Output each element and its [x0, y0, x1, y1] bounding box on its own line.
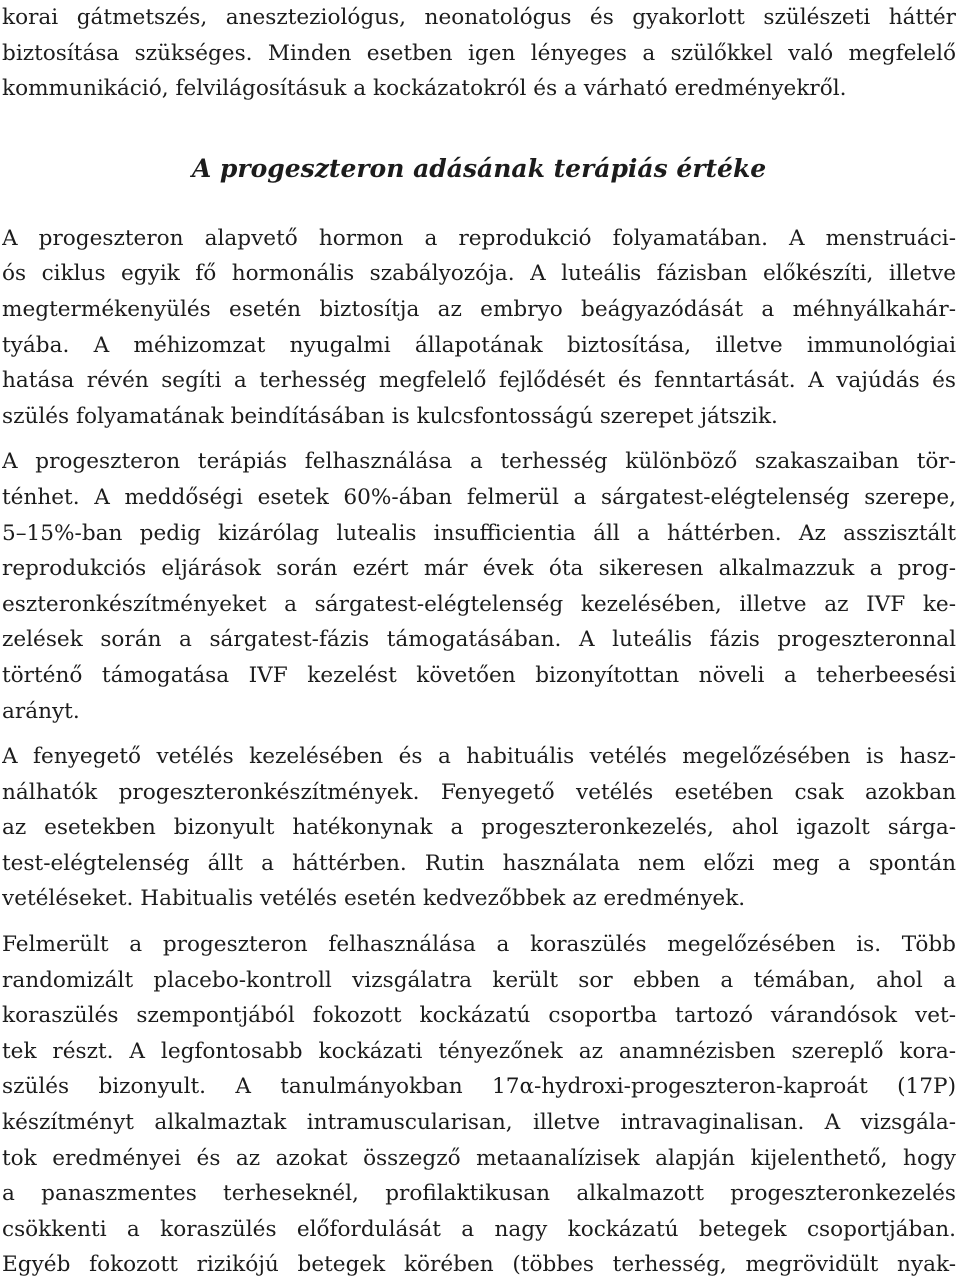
text-line: test-elégtelenség állt a háttérben. Rutin használata nem előzi meg a spontán: [2, 850, 956, 876]
text-line: tok eredményei és az azokat összegző metaanalízisek alapján kijelenthető, hogy: [2, 1145, 956, 1171]
text-line: koraszülés szempontjából fokozott kockázatú csoportba tartozó várandósok vet-: [2, 1003, 956, 1029]
text-line: hatása révén segíti a terhesség megfelelő fejlődését és fenntartását. A vajúdás és: [2, 368, 956, 394]
text-line: készítményt alkalmaztak intramuscularisan, illetve intravaginalisan. A vizsgála-: [2, 1110, 956, 1136]
text-line: reprodukciós eljárások során ezért már évek óta sikeresen alkalmazzuk a prog-: [2, 556, 956, 582]
text-line: arányt.: [2, 698, 80, 724]
text-line: Egyéb fokozott rizikójú betegek körében (többes terhesség, megrövidült nyak-: [2, 1252, 956, 1278]
text-line: 5–15%-ban pedig kizárólag lutealis insufficientia áll a háttérben. Az asszisztált: [2, 520, 956, 546]
text-line: Felmerült a progeszteron felhasználása a koraszülés megelőzésében is. Több: [2, 932, 956, 958]
section-heading: A progeszteron adásának terápiás értéke: [191, 153, 767, 183]
text-line: tyába. A méhizomzat nyugalmi állapotának biztosítása, illetve immunológiai: [2, 332, 956, 358]
text-line: A progeszteron terápiás felhasználása a terhesség különböző szakaszaiban tör-: [2, 449, 956, 475]
text-line: ós ciklus egyik fő hormonális szabályozója. A luteális fázisban előkészíti, illetve: [2, 261, 956, 287]
paragraph-therapeutic-use: [2, 444, 956, 729]
text-line: szülés folyamatának beindításában is kulcsfontosságú szerepet játszik.: [2, 403, 778, 429]
text-line: vetéléseket. Habitualis vetélés esetén kedvezőbbek az eredmények.: [2, 886, 746, 912]
text-line: történő támogatása IVF kezelést követően bizonyítottan növeli a teherbeesési: [2, 662, 956, 688]
text-line: randomizált placebo-kontroll vizsgálatra került sor ebben a témában, ahol a: [2, 967, 956, 993]
text-line: zelések során a sárgatest-fázis támogatásában. A luteális fázis progeszteronnal: [2, 627, 956, 653]
text-line: megtermékenyülés esetén biztosítja az embryo beágyazódását a méhnyálkahár-: [2, 296, 956, 322]
paragraph-hormone-role: [2, 221, 956, 435]
text-line: korai gátmetszés, aneszteziológus, neonatológus és gyakorlott szülészeti háttér: [2, 5, 956, 30]
text-line: tek részt. A legfontosabb kockázati tényezőnek az anamnézisben szereplő kora-: [2, 1038, 956, 1064]
text-line: biztosítása szükséges. Minden esetben igen lényeges a szülőkkel való megfelelő: [2, 40, 956, 66]
text-line: eszteronkészítményeket a sárgatest-elégtelenség kezelésében, illetve az IVF ke-: [2, 591, 956, 617]
text-line: A progeszteron alapvető hormon a reprodukció folyamatában. A menstruáci-: [2, 225, 956, 251]
intro-paragraph: [2, 0, 956, 107]
paragraph-miscarriage: [2, 739, 956, 917]
text-line: nálhatók progeszteronkészítmények. Fenyegető vetélés esetében csak azokban: [2, 779, 956, 805]
text-line: szülés bizonyult. A tanulmányokban 17α-hydroxi-progeszteron-kaproát (17P): [2, 1074, 956, 1100]
text-line: ténhet. A meddőségi esetek 60%-ában felmerül a sárgatest-elégtelenség szerepe,: [2, 484, 956, 510]
text-line: kommunikáció, felvilágosításuk a kockázatokról és a várható eredményekről.: [2, 76, 847, 102]
text-line: A fenyegető vetélés kezelésében és a habituális vetélés megelőzésében is hasz-: [2, 744, 956, 770]
text-line: csökkenti a koraszülés előfordulását a nagy kockázatú betegek csoportjában.: [2, 1216, 956, 1242]
text-line: a panaszmentes terheseknél, profilaktikusan alkalmazott progeszteronkezelés: [2, 1181, 956, 1207]
text-line: az esetekben bizonyult hatékonynak a progeszteronkezelés, ahol igazolt sárga-: [2, 815, 956, 841]
